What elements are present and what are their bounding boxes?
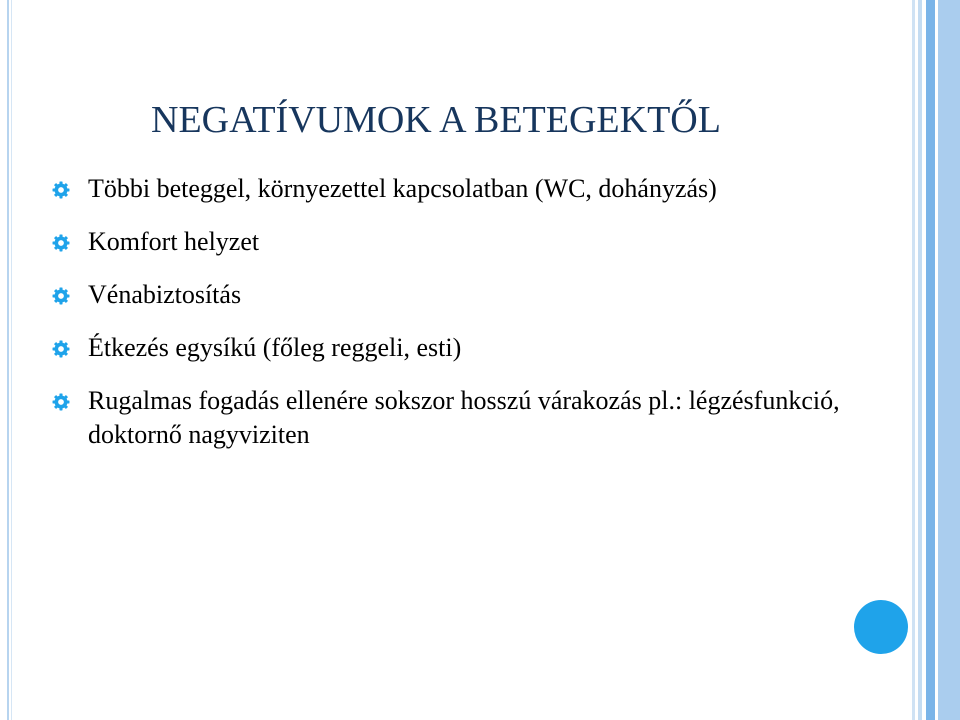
gear-icon [52,287,70,305]
bullet-text: Többi beteggel, környezettel kapcsolatban (WC, dohányzás) [88,174,717,203]
decor-circle [854,600,908,654]
slide-title: NEGATÍVUMOK A BETEGEKTŐL [151,99,721,141]
gear-icon [52,234,70,252]
right-decor-stripe [912,0,915,720]
gear-icon [52,181,70,199]
bullet-item [52,225,852,259]
left-decor-line-thin [11,0,12,720]
bullet-item [52,384,852,452]
right-decor-stripe [918,0,922,720]
bullet-item [52,172,852,206]
gear-icon [52,393,70,411]
bullet-text: Vénabiztosítás [88,280,242,309]
bullet-item [52,278,852,312]
bullet-list [52,172,852,471]
bullet-item [52,331,852,365]
gear-icon [52,340,70,358]
bullet-text: Rugalmas fogadás ellenére sokszor hosszú várakozás pl.: légzésfunkció, doktornő nagyviziten [88,386,840,449]
bullet-text: Komfort helyzet [88,227,260,256]
right-decor-stripe [938,0,960,720]
right-decor-stripe [926,0,935,720]
bullet-text: Étkezés egysíkú (főleg reggeli, esti) [88,333,462,362]
left-decor-line [7,0,9,720]
